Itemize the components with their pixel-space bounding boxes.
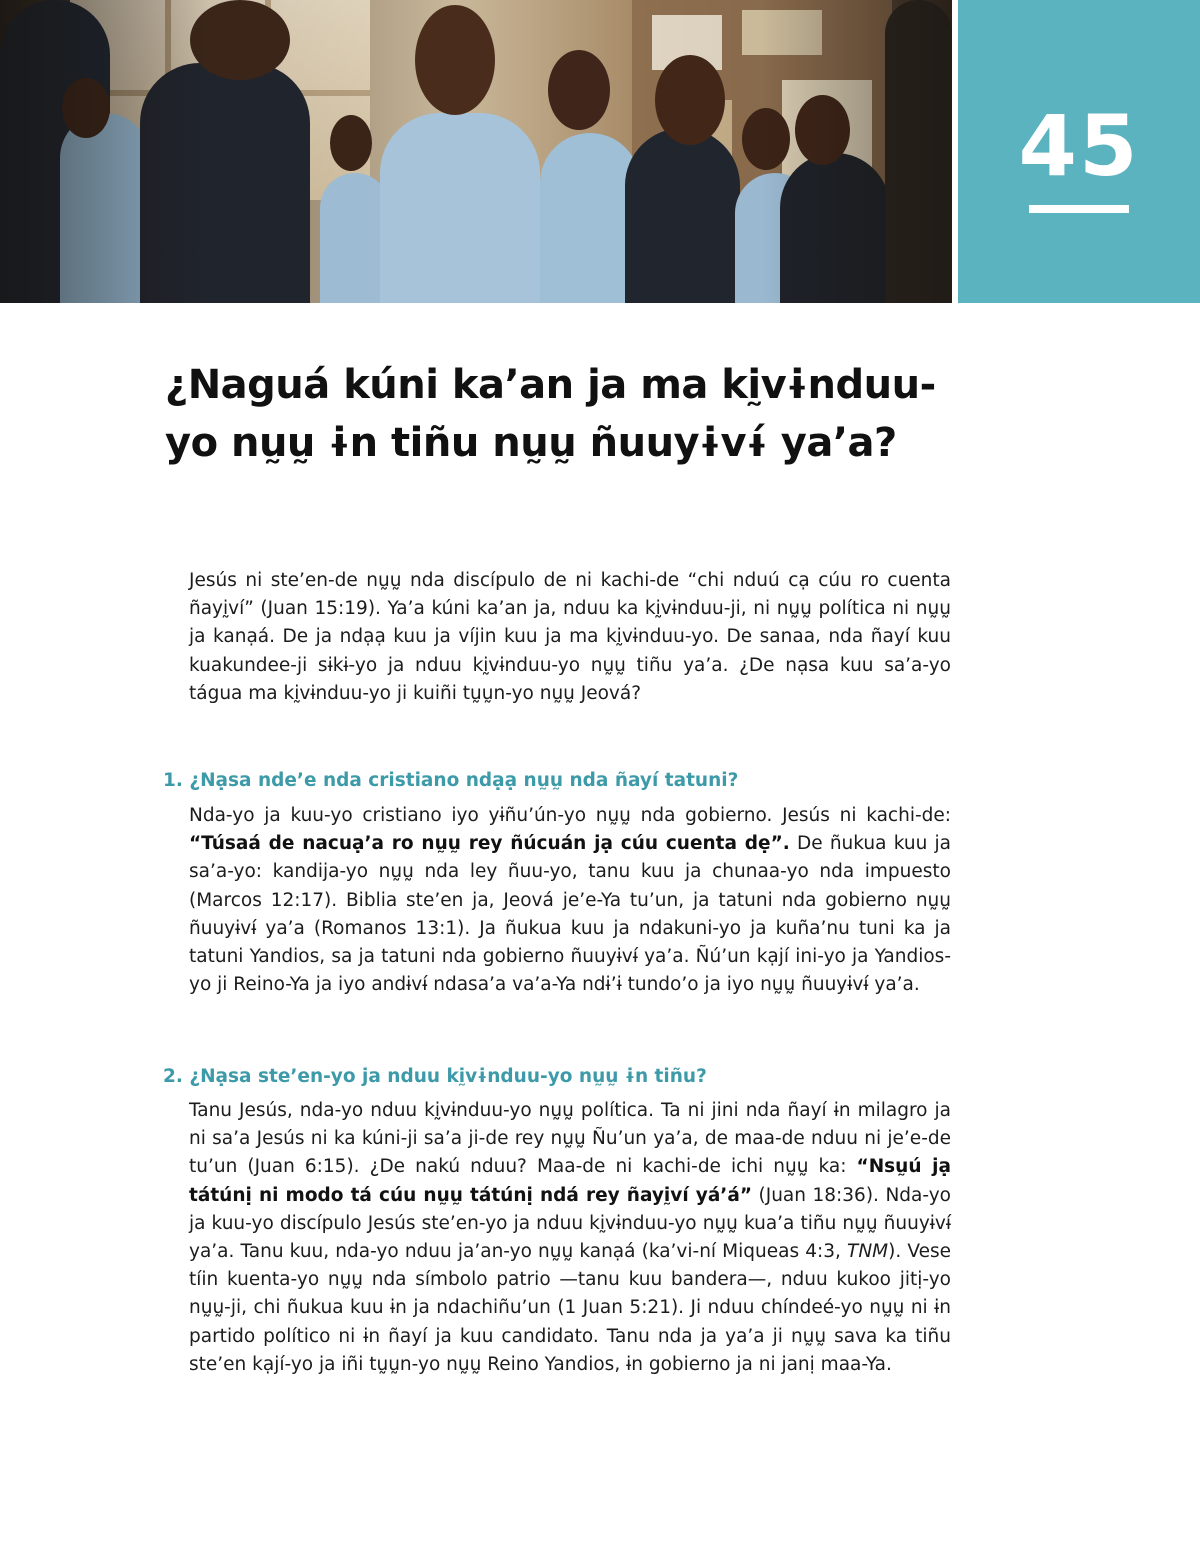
- section-2-citation: TNM: [847, 1241, 889, 1263]
- lesson-number: 45: [1018, 97, 1140, 195]
- section-2-text-b: (Juan 18:36). Nda-yo ja kuu-yo discípulo Jesús ste’en-yo ja nduu kḭvɨnduu-yo nṵṵ kua’a tiñu nṵṵ ñuuyɨvɨ́ ya’a. Tanu kuu, nda-yo nduu ja’an-yo nṵṵ kanạá (ka’vi-ní Miqueas 4:3,: [189, 1184, 951, 1263]
- lesson-number-underline: [1029, 205, 1129, 213]
- section-1-heading: 1. ¿Nạsa nde’e nda cristiano ndạạ nṵṵ nda ñayí tatuni?: [163, 770, 739, 791]
- section-2-quote: “Nsṵú jạ tátúnị ni modo tá cúu nṵṵ tátúnị ndá rey ñayḭví yá’á”: [189, 1156, 951, 1206]
- section-2-heading: 2. ¿Nạsa ste’en-yo ja nduu kḭvɨnduu-yo nṵṵ ɨn tiñu?: [163, 1066, 707, 1087]
- section-2-text-a: Tanu Jesús, nda-yo nduu kḭvɨnduu-yo nṵṵ política. Ta ni jini nda ñayí ɨn milagro ja ni sa’a Jesús ni ka kúni-ji sa’a ji-de rey nṵṵ Ñu’un ya’a, de maa-de nduu ni je’e-de tu’un (Juan 6:15). ¿De nakú nduu? Maa-de ni kachi-de ichi nṵṵ ka:: [189, 1100, 951, 1178]
- section-1-text-a: Nda-yo ja kuu-yo cristiano iyo yɨñu’ún-yo nṵṵ nda gobierno. Jesús ni kachi-de:: [189, 805, 951, 826]
- section-2-body: [189, 1097, 951, 1379]
- intro-paragraph: Jesús ni ste’en-de nṵṵ nda discípulo de ni kachi-de “chi nduú cạ cúu ro cuenta ñayḭví” (Juan 15:19). Ya’a kúni ka’an ja, nduu ka kḭvɨnduu-ji, ni nṵṵ política ni nṵṵ ja kanạá. De ja ndạạ kuu ja víjin kuu ja ma kḭvɨnduu-yo. De sanaa, nda ñayí kuu kuakundee-ji sɨkɨ-yo ja nduu kḭvɨnduu-yo nṵṵ tiñu ya’a. ¿De nạsa kuu sa’a-yo tágua ma kḭvɨnduu-yo ji kuiñi tṵṵn-yo nṵṵ Jeová?: [189, 570, 951, 704]
- header-photo: [0, 0, 952, 303]
- section-1-quote: “Túsaá de nacuạ’a ro nṵṵ rey ñúcuán jạ cúu cuenta dẹ”.: [189, 833, 790, 855]
- section-1-text-b: De ñukua kuu ja sa’a-yo: kandija-yo nṵṵ nda ley ñuu-yo, tanu kuu ja chunaa-yo nda impuesto (Marcos 12:17). Biblia ste’en ja, Jeová je’e-Ya tu’un, ja tatuni nda gobierno nṵṵ ñuuyɨvɨ́ ya’a (Romanos 13:1). Ja ñukua kuu ja ndakuni-yo ja kuña’nu tuni ka ja tatuni Yandios, sa ja tatuni nda gobierno ñuuyɨvɨ́ ya’a. Ñú’un kạjí ini-yo ja Yandios-yo ji Reino-Ya ja iyo andɨvɨ́ ndasa’a va’a-Ya ndɨ’ɨ tundo’o ja iyo nṵṵ ñuuyɨvɨ́ ya’a.: [189, 833, 951, 996]
- page-title: ¿Naguá kúni ka’an ja ma kḭvɨnduu-yo nṵṵ ɨn tiñu nṵṵ ñuuyɨvɨ́ ya’a?: [165, 362, 936, 466]
- section-2-text-c: ). Vese tíin kuenta-yo nṵṵ nda símbolo patrio —tanu kuu bandera—, nduu kukoo jitị-yo nṵṵ-ji, chi ñukua kuu ɨn ja ndachiñu’un (1 Juan 5:21). Ji nduu chíndeé-yo nṵṵ ni ɨn partido político ni ɨn ñayí ja kuu candidato. Tanu nda ja ya’a ji nṵṵ sava ka tiñu ste’en kạjí-yo ja iñi tṵṵn-yo nṵṵ Reino Yandios, ɨn gobierno ja ni janị maa-Ya.: [189, 1241, 951, 1375]
- lesson-number-block: [958, 0, 1200, 303]
- section-1-body: [189, 802, 951, 999]
